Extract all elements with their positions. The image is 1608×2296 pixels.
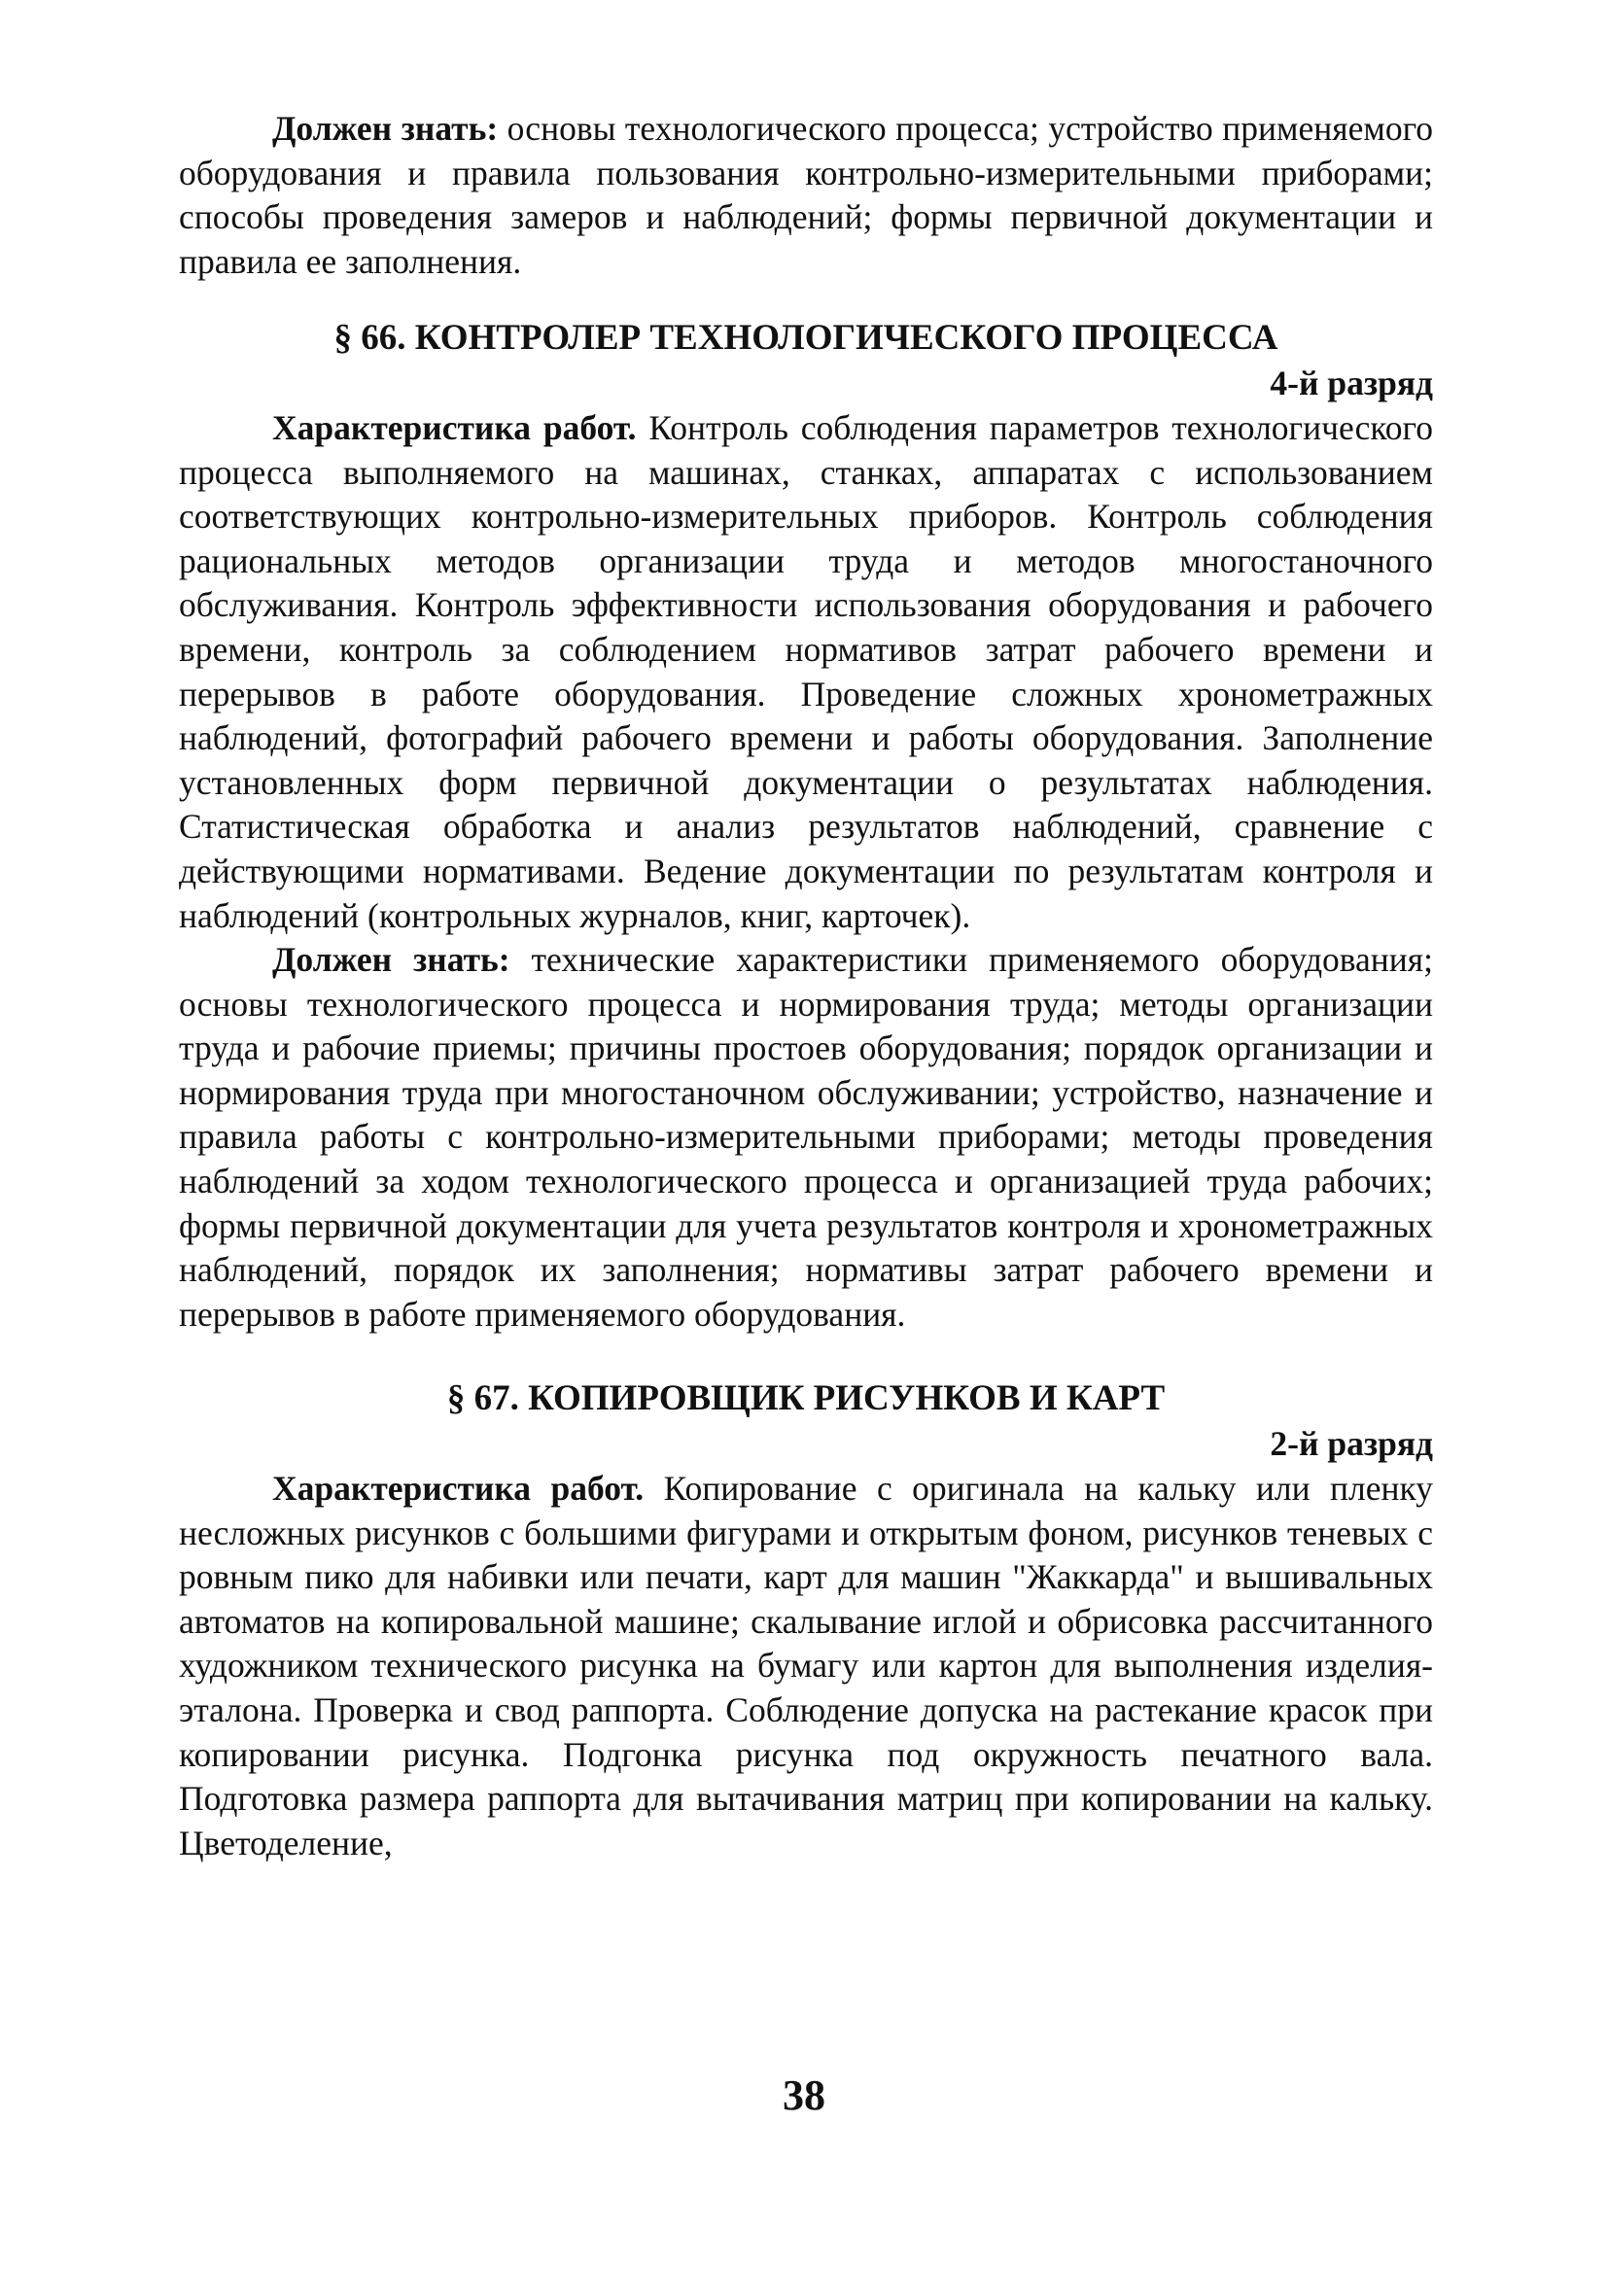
section-66-title: § 66. КОНТРОЛЕР ТЕХНОЛОГИЧЕСКОГО ПРОЦЕССА bbox=[333, 318, 1278, 359]
intro-text: основы технологического процесса; устройство применяемого оборудования и правила пользования контрольно-измерительными приборами; способы проведения замеров и наблюдений; формы первичной документации и правила ее заполнения. bbox=[179, 109, 1433, 281]
text-column bbox=[179, 107, 1433, 1865]
section-66-work-paragraph bbox=[179, 406, 1433, 938]
intro-paragraph bbox=[179, 107, 1433, 284]
section-67-work-label: Характеристика работ. bbox=[272, 1469, 645, 1509]
intro-label: Должен знать: bbox=[272, 109, 499, 148]
section-66-rank: 4-й разряд bbox=[1270, 364, 1433, 403]
section-66-work-label: Характеристика работ. bbox=[272, 407, 637, 447]
section-66-know-label: Должен знать: bbox=[272, 940, 510, 980]
page-number: 38 bbox=[783, 2071, 825, 2119]
section-66-know-text: технические характеристики применяемого оборудования; основы технологического процесса и нормирования труда; методы организации труда и рабочие приемы; причины простоев оборудования; порядок организации и нормирования труда при многостаночном обслуживании; устройство, назначение и правила работы с контрольно-измерительными приборами; методы проведения наблюдений за ходом технологического процесса и организацией труда рабочих; формы первичной документации для учета результатов контроля и хронометражных наблюдений, порядок их заполнения; нормативы затрат рабочего времени и перерывов в работе применяемого оборудования. bbox=[179, 940, 1433, 1334]
section-67-title: § 67. КОПИРОВЩИК РИСУНКОВ И КАРТ bbox=[446, 1378, 1166, 1419]
section-67-rank: 2-й разряд bbox=[1270, 1424, 1433, 1464]
section-67-work-text: Копирование с оригинала на кальку или пленку несложных рисунков с большими фигурами и открытым фоном, рисунков теневых с ровным пико для набивки или печати, карт для машин "Жаккарда" и вышивальных автоматов на копировальной машине; скалывание иглой и обрисовка рассчитанного художником технического рисунка на бумагу или картон для выполнения изделия-эталона. Проверка и свод раппорта. Соблюдение допуска на растекание красок при копировании рисунка. Подгонка рисунка под окружность печатного вала. Подготовка размера раппорта для вытачивания матриц при копировании на кальку. Цветоделение, bbox=[179, 1469, 1434, 1862]
section-67-work-paragraph bbox=[179, 1467, 1433, 1865]
section-66-work-text: Контроль соблюдения параметров технологического процесса выполняемого на машинах, станках, аппаратах с использованием соответствующих контрольно-измерительных приборов. Контроль соблюдения рациональных методов организации труда и методов многостаночного обслуживания. Контроль эффективности использования оборудования и рабочего времени, контроль за соблюдением нормативов затрат рабочего времени и перерывов в работе оборудования. Проведение сложных хронометражных наблюдений, фотографий рабочего времени и работы оборудования. Заполнение установленных форм первичной документации о результатах наблюдения. Статистическая обработка и анализ результатов наблюдений, сравнение с действующими нормативами. Ведение документации по результатам контроля и наблюдений (контрольных журналов, книг, карточек). bbox=[179, 407, 1433, 935]
section-66-know-paragraph bbox=[179, 938, 1433, 1337]
